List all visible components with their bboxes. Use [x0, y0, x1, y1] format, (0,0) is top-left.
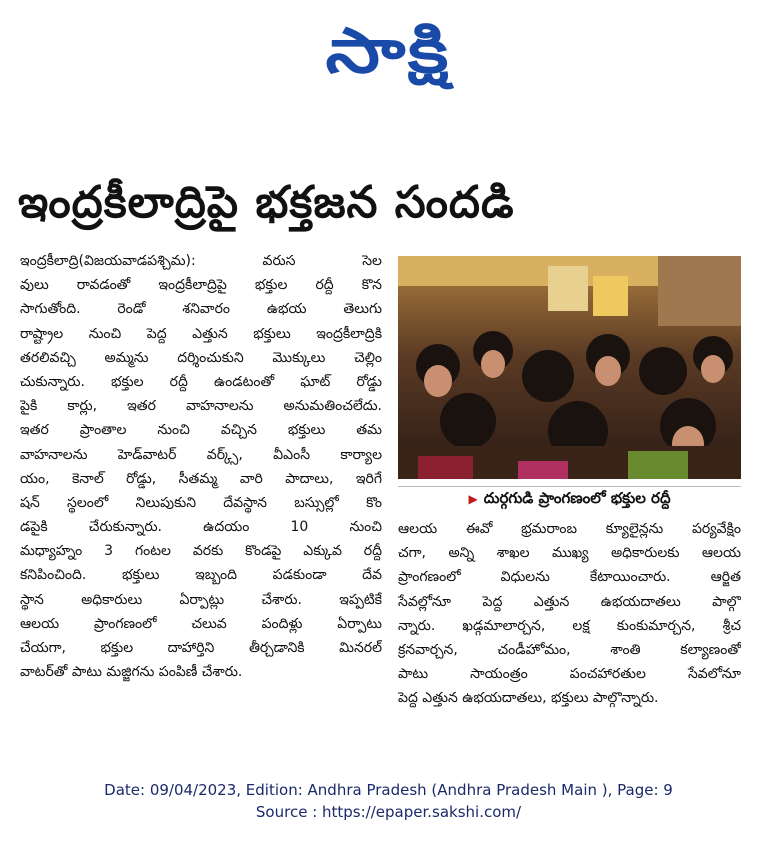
- article-line: పెద్ద ఎత్తున ఉభయదాతలు, భక్తులు పాల్గొన్నారు.: [398, 690, 659, 707]
- article-line: పాటు సాయంత్రం పంచహారతుల సేవలోనూ: [398, 666, 741, 683]
- article-line: ప్రాంగణంలో విధులను కేటాయించారు. ఆర్జిత: [398, 569, 741, 586]
- article-line: ఇతర ప్రాంతాల నుంచి వచ్చిన భక్తులు తమ: [20, 422, 382, 439]
- article-line: న్నారు. ఖడ్గమాలార్చన, లక్ష కుంకుమార్చన, శ్రీచ: [398, 617, 741, 634]
- article-line: ఆలయ ఈవో భ్రమరాంబ క్యూలైన్లను పర్యవేక్షిం: [398, 521, 741, 537]
- footer-date-edition: Date: 09/04/2023, Edition: Andhra Pradesh (Andhra Pradesh Main ), Page: 9: [104, 781, 673, 799]
- caption-marker-icon: ▶: [468, 492, 478, 506]
- logo-text: సాక్షి: [325, 14, 452, 87]
- article-line: స్థాన అధికారులు ఏర్పాట్లు చేశారు. ఇప్పటికే: [20, 591, 382, 608]
- masthead-logo: [0, 14, 777, 88]
- footer-source: Source : https://epaper.sakshi.com/: [255, 803, 522, 821]
- photo-caption: [398, 486, 741, 510]
- article-line: చుకున్నారు. భక్తుల రద్దీ ఉండటంతో ఘాట్ రోడ్డు: [20, 373, 382, 390]
- article-line: పైకి కార్లు, ఇతర వాహనాలను అనుమతించలేదు.: [20, 398, 382, 415]
- temple-crowd-photo: [398, 256, 741, 479]
- article-line: చేయగా, భక్తుల దాహార్తిని తీర్చడానికి మినరల్: [20, 640, 382, 656]
- article-line: క్రనవార్చన, చండీహోమం, శాంతి కల్యాణంతో: [398, 641, 741, 658]
- article-line: చగా, అన్ని శాఖల ముఖ్య అధికారులకు ఆలయ: [398, 545, 741, 562]
- article-line: కనిపించింది. భక్తులు ఇబ్బంది పడకుండా దేవ: [20, 567, 382, 584]
- photo-caption-text: దుర్గగుడి ప్రాంగణంలో భక్తుల రద్దీ: [483, 489, 671, 507]
- article-line: వాటర్‌తో పాటు మజ్జిగను పంపిణీ చేశారు.: [20, 664, 243, 681]
- article-line: ఆలయ ప్రాంగణంలో చలువ పందిళ్లు ఏర్పాటు: [20, 615, 382, 632]
- article-line: మధ్యాహ్నం 3 గంటల వరకు కొండపై ఎక్కువ రద్దీ: [20, 543, 382, 560]
- article-body-left: [20, 249, 382, 684]
- article-line: వులు రావడంతో ఇంద్రకీలాద్రిపై భక్తుల రద్దీ కొన: [20, 277, 382, 294]
- article-headline: ఇంద్రకీలాద్రిపై భక్తజన సందడి: [18, 177, 515, 228]
- article-line: డపైకి చేరుకున్నారు. ఉదయం 10 నుంచి: [20, 519, 382, 536]
- article-line: షన్ స్థలంలో నిలుపుకుని దేవస్థాన బస్సుల్లో కొం: [20, 494, 382, 511]
- article-line: తరలివచ్చి అమ్మను దర్శించుకుని మొక్కులు చెల్లిం: [20, 349, 382, 366]
- article-line: రాష్ట్రాల నుంచి పెద్ద ఎత్తున భక్తులు ఇంద్రకీలాద్రికి: [20, 325, 382, 342]
- article-line: సేవల్లోనూ పెద్ద ఎత్తున ఉభయదాతలు పాల్గొ: [398, 593, 741, 610]
- article-line: వాహనాలను హెడ్‌వాటర్ వర్క్స్, వీఎంసీ కార్యాల: [20, 446, 382, 463]
- article-line: సాగుతోంది. రెండో శనివారం ఉభయ తెలుగు: [20, 301, 382, 318]
- article-line: యం, కెనాల్ రోడ్డు, సీతమ్మ వారి పాదాలు, ఇరిగే: [20, 470, 382, 487]
- article-line: ఇంద్రకీలాద్రి(విజయవాడపశ్చిమ): వరుస సెల: [20, 253, 382, 269]
- article-body-right: [398, 517, 741, 711]
